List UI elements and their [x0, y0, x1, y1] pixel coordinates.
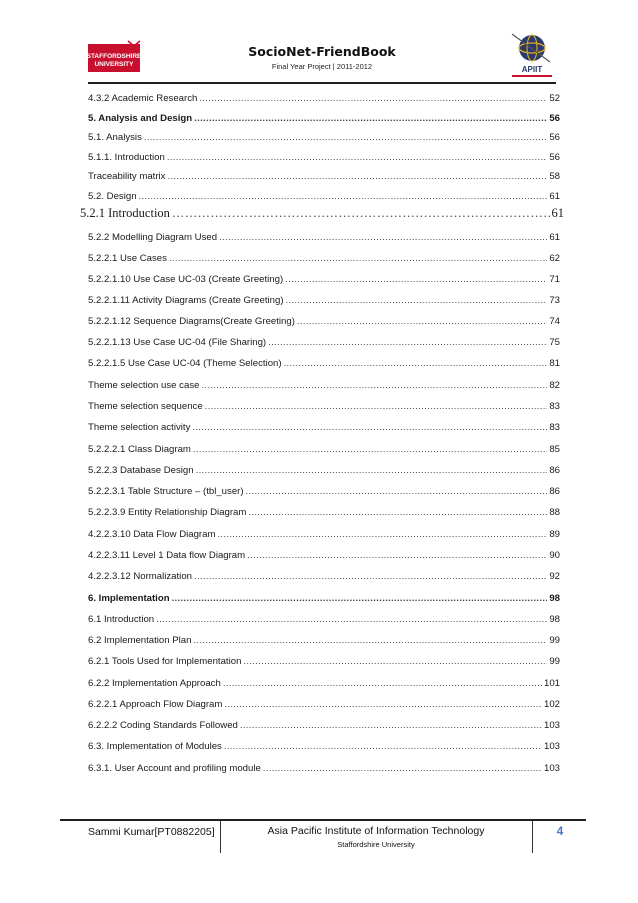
toc-entry-title: 5.2.2.1.13 Use Case UC-04 (File Sharing) — [88, 337, 267, 348]
toc-leader-dots — [240, 720, 542, 731]
toc-entry — [88, 756, 560, 774]
toc-entry-title: 5.2.2.1.12 Sequence Diagrams(Create Greeting) — [88, 316, 295, 327]
toc-entry — [88, 564, 560, 582]
toc-entry — [88, 351, 560, 369]
toc-leader-dots — [201, 380, 547, 391]
toc-entry — [80, 203, 564, 221]
toc-entry-title: 5.1. Analysis — [88, 132, 142, 143]
toc-entry-title: 5.2.2.3 Database Design — [88, 465, 194, 476]
toc-leader-dots — [268, 337, 547, 348]
toc-entry-page: 102 — [543, 699, 560, 710]
document-subtitle: Final Year Project | 2011-2012 — [271, 62, 373, 71]
toc-entry-page: 92 — [549, 571, 560, 582]
toc-entry — [88, 106, 560, 124]
toc-entry — [88, 164, 560, 182]
toc-entry — [88, 309, 560, 327]
toc-leader-dots — [223, 678, 542, 689]
toc-entry-page: 56 — [549, 151, 560, 163]
toc-entry-page: 58 — [549, 171, 560, 182]
toc-entry-page: 99 — [549, 635, 560, 646]
toc-entry — [88, 586, 560, 604]
toc-entry-title: 5.2.1 Introduction — [80, 206, 170, 220]
toc-leader-dots — [167, 152, 548, 163]
toc-entry-page: 83 — [549, 401, 560, 412]
toc-entry-page: 56 — [549, 112, 560, 124]
toc-entry — [88, 479, 560, 497]
toc-entry-page: 86 — [549, 486, 560, 497]
toc-entry-page: 82 — [549, 380, 560, 391]
toc-entry-page: 101 — [543, 678, 560, 689]
toc-leader-dots — [217, 529, 547, 540]
toc-leader-dots — [192, 422, 547, 433]
toc-entry-page: 73 — [549, 295, 560, 306]
toc-entry — [88, 437, 560, 455]
toc-entry-title: 6.2.2.1 Approach Flow Diagram — [88, 699, 223, 710]
toc-entry-title: 6.3.1. User Account and profiling module — [88, 763, 261, 774]
toc-entry-title: 6.2.2.2 Coding Standards Followed — [88, 720, 238, 731]
toc-entry-title: 5.2.2.3.1 Table Structure – (tbl_user) — [88, 486, 244, 497]
svg-text:APIIT: APIIT — [521, 65, 543, 74]
toc-entry — [88, 225, 560, 243]
toc-entry-page: 90 — [549, 550, 560, 561]
toc-entry — [88, 330, 560, 348]
toc-entry — [88, 649, 560, 667]
toc-entry — [88, 607, 560, 625]
svg-text:STAFFORDSHIRE: STAFFORDSHIRE — [88, 53, 142, 60]
toc-entry — [88, 145, 560, 163]
toc-entry-title: 4.2.2.3.10 Data Flow Diagram — [88, 529, 216, 540]
toc-leader-dots — [263, 763, 542, 774]
toc-entry-page: 81 — [549, 358, 560, 369]
footer-institute: Asia Pacific Institute of Information Technology — [267, 825, 485, 837]
toc-leader-dots — [246, 486, 548, 497]
toc-entry — [88, 522, 560, 540]
toc-leader-dots — [224, 741, 542, 752]
toc-leader-dots — [172, 206, 550, 221]
toc-entry-page: 75 — [549, 337, 560, 348]
toc-entry-page: 98 — [549, 593, 560, 604]
toc-entry — [88, 543, 560, 561]
toc-entry-title: 6. Implementation — [88, 593, 170, 604]
toc-entry — [88, 500, 560, 518]
toc-entry-page: 103 — [543, 720, 560, 731]
toc-entry-title: 5.2.2.1.11 Activity Diagrams (Create Greeting) — [88, 295, 284, 306]
toc-leader-dots — [139, 191, 548, 202]
toc-entry-title: Theme selection activity — [88, 422, 191, 433]
toc-entry — [88, 671, 560, 689]
toc-entry — [88, 628, 560, 646]
toc-leader-dots — [172, 593, 548, 604]
toc-entry-page: 83 — [549, 422, 560, 433]
toc-leader-dots — [167, 171, 547, 182]
toc-leader-dots — [194, 571, 547, 582]
toc-entry — [88, 394, 560, 412]
toc-leader-dots — [196, 465, 548, 476]
toc-entry-title: 6.1 Introduction — [88, 614, 155, 625]
toc-leader-dots — [193, 444, 547, 455]
toc-entry-page: 56 — [549, 132, 560, 143]
toc-entry — [88, 267, 560, 285]
toc-leader-dots — [286, 295, 548, 306]
toc-entry — [88, 184, 560, 202]
toc-entry-page: 52 — [549, 93, 560, 104]
page-number: 4 — [556, 824, 564, 838]
toc-entry-title: 6.3. Implementation of Modules — [88, 741, 222, 752]
document-title: SocioNet-FriendBook — [248, 44, 396, 59]
toc-entry-page: 61 — [549, 190, 560, 202]
toc-entry-page: 89 — [549, 529, 560, 540]
footer-separator — [532, 821, 533, 853]
toc-leader-dots — [243, 656, 547, 667]
toc-entry — [88, 288, 560, 306]
toc-entry — [88, 415, 560, 433]
toc-entry-page: 71 — [549, 274, 560, 285]
toc-leader-dots — [194, 113, 547, 124]
toc-leader-dots — [199, 93, 547, 104]
toc-entry-page: 85 — [549, 444, 560, 455]
toc-entry-page: 74 — [549, 316, 560, 327]
toc-leader-dots — [224, 699, 542, 710]
footer-author: Sammi Kumar[PT0882205] — [88, 826, 215, 838]
toc-entry-page: 61 — [549, 232, 560, 243]
toc-entry — [88, 373, 560, 391]
toc-entry — [88, 246, 560, 264]
toc-entry-page: 62 — [549, 253, 560, 264]
toc-entry — [88, 734, 560, 752]
toc-entry-title: 6.2 Implementation Plan — [88, 635, 192, 646]
toc-entry-title: 4.2.2.3.11 Level 1 Data flow Diagram — [88, 550, 246, 561]
toc-entry-title: Theme selection use case — [88, 380, 200, 391]
toc-leader-dots — [247, 550, 547, 561]
toc-entry-page: 103 — [543, 763, 560, 774]
page-header — [88, 34, 556, 82]
toc-entry-title: 5. Analysis and Design — [88, 112, 193, 124]
toc-entry-title: 5.2. Design — [88, 190, 137, 202]
toc-leader-dots — [144, 132, 547, 143]
toc-entry-title: 6.2.2 Implementation Approach — [88, 678, 221, 689]
toc-entry — [88, 713, 560, 731]
toc-leader-dots — [193, 635, 547, 646]
toc-entry-title: Theme selection sequence — [88, 401, 203, 412]
toc-leader-dots — [285, 274, 547, 285]
toc-entry-page: 86 — [549, 465, 560, 476]
toc-entry-title: 5.2.2.2.1 Class Diagram — [88, 444, 191, 455]
toc-leader-dots — [219, 232, 547, 243]
page-footer — [60, 819, 586, 857]
toc-entry — [88, 125, 560, 143]
header-divider — [88, 82, 556, 84]
toc-entry-title: 5.1.1. Introduction — [88, 151, 165, 163]
toc-leader-dots — [297, 316, 547, 327]
toc-entry-title: 5.2.2 Modelling Diagram Used — [88, 232, 218, 243]
toc-entry-page: 88 — [549, 507, 560, 518]
toc-entry-page: 103 — [543, 741, 560, 752]
apiit-logo — [506, 30, 558, 80]
toc-entry-page: 99 — [549, 656, 560, 667]
toc-entry-title: 5.2.2.3.9 Entity Relationship Diagram — [88, 507, 247, 518]
toc-leader-dots — [156, 614, 547, 625]
toc-leader-dots — [205, 401, 548, 412]
toc-entry-page: 98 — [549, 614, 560, 625]
toc-entry-title: 4.2.2.3.12 Normalization — [88, 571, 192, 582]
toc-entry-page: 61 — [551, 206, 564, 220]
toc-entry-title: 6.2.1 Tools Used for Implementation — [88, 656, 242, 667]
toc-entry-title: 5.2.2.1.5 Use Case UC-04 (Theme Selection) — [88, 358, 282, 369]
toc-entry — [88, 692, 560, 710]
footer-university: Staffordshire University — [337, 840, 415, 849]
toc-entry — [88, 458, 560, 476]
toc-leader-dots — [169, 253, 547, 264]
toc-entry — [88, 86, 560, 104]
toc-entry-title: 4.3.2 Academic Research — [88, 93, 198, 104]
toc-entry-title: 5.2.2.1 Use Cases — [88, 253, 167, 264]
toc-entry-title: 5.2.2.1.10 Use Case UC-03 (Create Greeting) — [88, 274, 284, 285]
toc-leader-dots — [248, 507, 547, 518]
toc-entry-title: Traceability matrix — [88, 171, 166, 182]
svg-text:UNIVERSITY: UNIVERSITY — [94, 61, 134, 68]
toc-leader-dots — [284, 358, 548, 369]
